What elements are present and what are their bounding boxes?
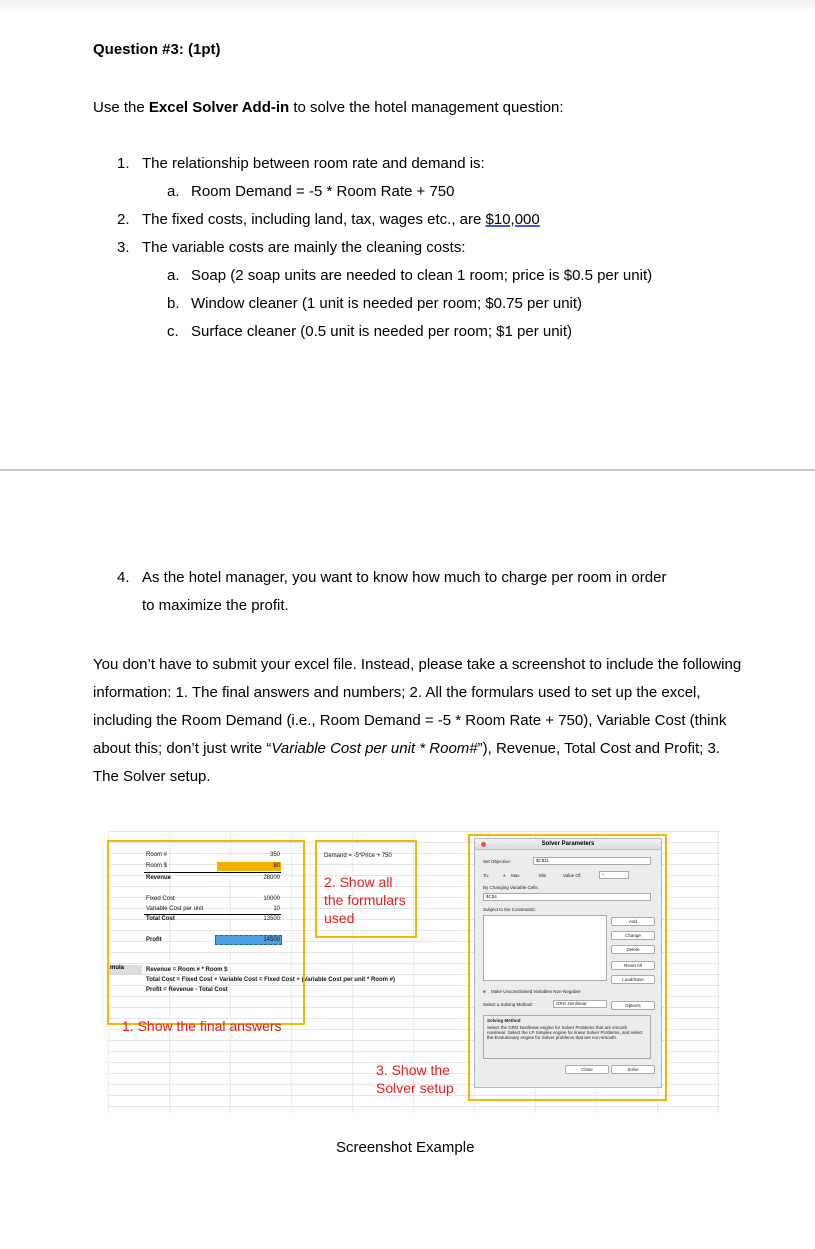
variable-cost-value: 10 (273, 906, 280, 912)
value-of-value: 0 (602, 872, 605, 877)
constraints-list[interactable] (483, 915, 607, 981)
max-radio-icon[interactable]: ● (503, 873, 506, 878)
list-letter: a. (167, 183, 180, 200)
fixed-cost-label: Fixed Cost (146, 896, 175, 902)
list-item: Room Demand = -5 * Room Rate + 750 (191, 183, 455, 200)
list-item: The variable costs are mainly the cleaning costs: (142, 239, 466, 256)
list-number: 4. (117, 569, 130, 586)
solver-dialog (474, 838, 662, 1088)
method-label: Select a Solving Method: (483, 1002, 533, 1007)
revenue-formula: Revenue = Room # * Room $ (146, 967, 228, 973)
intro-pre: Use the (93, 99, 149, 116)
paragraph-part2: ”), Revenue, Total Cost and Profit; 3. The Solver setup. (93, 740, 720, 785)
list-item: Surface cleaner (0.5 unit is needed per room; $1 per unit) (191, 323, 573, 340)
checkbox-checked-icon[interactable]: ■ (483, 989, 486, 994)
solver-annotation-1: 3. Show the (376, 1062, 450, 1078)
total-cost-label: Total Cost (146, 916, 175, 922)
list-item: As the hotel manager, you want to know how much to charge per room in order (142, 569, 667, 586)
list-item: Soap (2 soap units are needed to clean 1 room; price is $0.5 per unit) (191, 267, 653, 284)
close-dot-icon[interactable] (481, 842, 486, 847)
list-item: Window cleaner (1 unit is needed per room; $0.75 per unit) (191, 295, 583, 312)
method-value: GRG Nonlinear (556, 1001, 587, 1006)
list-item (142, 211, 540, 228)
changing-cells-input[interactable] (483, 893, 651, 901)
list-item: The relationship between room rate and demand is: (142, 155, 485, 172)
value-of-label: Value Of: (563, 873, 582, 878)
options-button[interactable]: Options (611, 1001, 655, 1010)
add-button[interactable]: Add (611, 917, 655, 926)
method-select[interactable] (553, 1000, 607, 1008)
reset-all-button[interactable]: Reset All (611, 961, 655, 970)
top-bar (0, 0, 815, 14)
intro-text (93, 99, 564, 116)
solving-method-group (483, 1015, 651, 1059)
solver-annotation-2: Solver setup (376, 1080, 454, 1096)
list-item-continuation: to maximize the profit. (142, 597, 289, 614)
formulars-annotation-1: 2. Show all (324, 874, 393, 890)
paragraph-italic: Variable Cost per unit * Room# (271, 740, 478, 757)
instructions-paragraph (93, 651, 743, 791)
answers-annotation: 1. Show the final answers (122, 1018, 282, 1034)
revenue-label: Revenue (146, 875, 172, 881)
load-save-button[interactable]: Load/Save (611, 975, 655, 984)
formula-row-header: mula (108, 965, 142, 975)
fixed-cost-value: 10000 (263, 896, 280, 902)
answers-frame (107, 840, 305, 1025)
set-objective-label: Set Objective: (483, 859, 512, 864)
solver-title: Solver Parameters (475, 839, 661, 850)
value-of-input[interactable] (599, 871, 629, 879)
list-letter: b. (167, 295, 180, 312)
set-objective-value: $C$11 (536, 858, 549, 863)
page-divider (0, 469, 815, 471)
total-cost-value: 13500 (263, 916, 280, 922)
to-label: To: (483, 873, 490, 878)
intro-bold: Excel Solver Add-in (148, 99, 290, 116)
nonneg-label: Make Unconstrained Variables Non-Negative (491, 989, 581, 994)
constraints-label: Subject to the Constraints: (483, 907, 536, 912)
list-letter: a. (167, 267, 180, 284)
solving-method-title: Solving Method (487, 1018, 521, 1023)
question-heading: Question #3: (1pt) (93, 41, 221, 58)
changing-cells-value: $C$4 (486, 894, 497, 899)
list-number: 2. (117, 211, 130, 228)
revenue-value: 28000 (263, 875, 280, 881)
formulars-annotation-2: the formulars (324, 892, 406, 908)
change-button[interactable]: Change (611, 931, 655, 940)
formulars-annotation-3: used (324, 910, 355, 926)
list-number: 3. (117, 239, 130, 256)
profit-formula: Profit = Revenue - Total Cost (146, 987, 228, 993)
fixed-cost-link[interactable]: $10,000 (485, 211, 540, 228)
close-button[interactable]: Close (565, 1065, 609, 1074)
room-number-label: Room # (146, 852, 168, 858)
set-objective-input[interactable] (533, 857, 651, 865)
paragraph-part1: You don’t have to submit your excel file. Instead, please take a screenshot to include the following information: 1. The final answers and numbers; 2. All the formulars used to set up the excel, including the Room Demand (i.e., Room Demand = -5 * Room Rate + 750), Variable Cost (think about this; don’t just write “ (93, 656, 742, 757)
room-price-label: Room $ (146, 863, 168, 869)
profit-label: Profit (146, 937, 162, 943)
min-label: Min (539, 873, 547, 878)
list-letter: c. (167, 323, 179, 340)
changing-cells-label: By Changing Variable Cells: (483, 885, 539, 890)
max-label: Max (511, 873, 520, 878)
room-price-value: 80 (273, 863, 280, 869)
list-item-text: The fixed costs, including land, tax, wages etc., are (142, 211, 486, 228)
room-number-value: 350 (269, 852, 280, 858)
variable-cost-label: Variable Cost per unit (146, 906, 204, 912)
total-cost-formula: Total Cost = Fixed Cost + Variable Cost = Fixed Cost + (Variable Cost per unit * Room #) (146, 977, 395, 983)
solve-button[interactable]: Solve (611, 1065, 655, 1074)
list-number: 1. (117, 155, 130, 172)
solving-method-text: Select the GRG Nonlinear engine for Solver Problems that are smooth nonlinear. Select the LP Simplex engine for linear Solver Problems, and select the Evolutionary engine for Solver problems that are non-smooth. (487, 1025, 643, 1040)
profit-value: 14500 (263, 937, 280, 943)
delete-button[interactable]: Delete (611, 945, 655, 954)
intro-post: to solve the hotel management question: (289, 99, 564, 116)
demand-formula: Demand = -5*Price + 750 (324, 853, 392, 859)
example-caption: Screenshot Example (336, 1139, 475, 1156)
